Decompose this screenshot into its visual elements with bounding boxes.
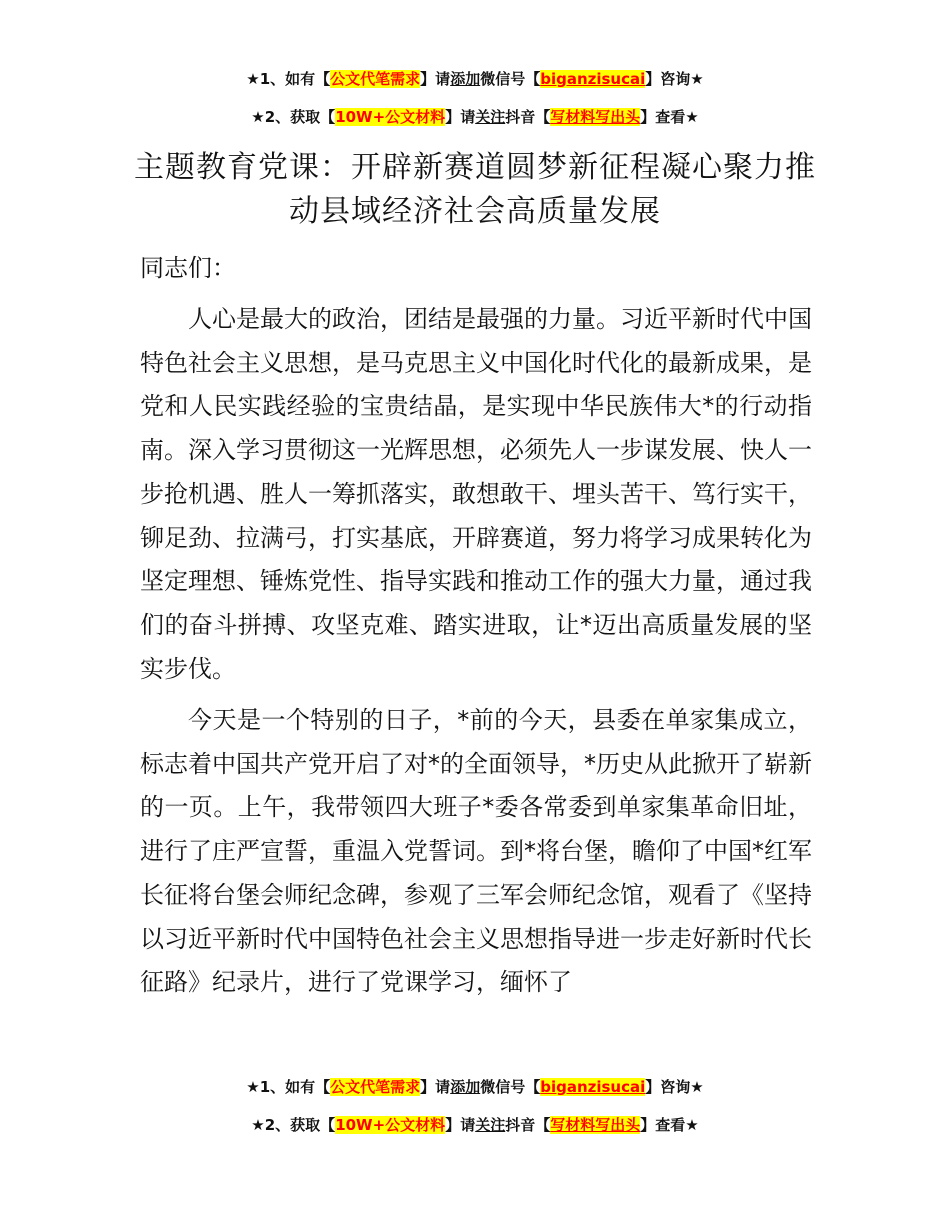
- promo-underlined: 关注: [475, 108, 506, 126]
- promo-text: 微信号【: [480, 1078, 541, 1096]
- promo-text: 】请: [420, 1078, 451, 1096]
- document-title: 主题教育党课：开辟新赛道圆梦新征程凝心聚力推动县域经济社会高质量发展: [134, 150, 816, 229]
- promo-prefix: ★2、获取【: [251, 108, 336, 126]
- promo-prefix: ★2、获取【: [251, 1116, 336, 1134]
- salutation: 同志们：: [140, 254, 236, 282]
- promo-suffix: 】咨询★: [645, 70, 704, 88]
- promo-suffix: 】咨询★: [645, 1078, 704, 1096]
- promo-text: 抖音【: [505, 108, 551, 126]
- promo-highlight: 公文代笔需求: [330, 1078, 421, 1096]
- promo-text: 抖音【: [505, 1116, 551, 1134]
- footer-promo-line-2: [0, 1114, 950, 1136]
- header-promo-line-1: [0, 68, 950, 90]
- promo-underlined: 添加: [450, 1078, 481, 1096]
- promo-text: 微信号【: [480, 70, 541, 88]
- footer-promo-line-1: [0, 1076, 950, 1098]
- promo-wechat-id: biganzisucai: [540, 1078, 646, 1096]
- promo-text: 】请: [445, 1116, 476, 1134]
- promo-douyin-id: 写材料写出头: [550, 108, 641, 126]
- promo-highlight: 公文代笔需求: [330, 70, 421, 88]
- promo-underlined: 关注: [475, 1116, 506, 1134]
- promo-wechat-id: biganzisucai: [540, 70, 646, 88]
- promo-underlined: 添加: [450, 70, 481, 88]
- body-paragraph: 人心是最大的政治，团结是最强的力量。习近平新时代中国特色社会主义思想，是马克思主义中国化时代化的最新成果，是党和人民实践经验的宝贵结晶，是实现中华民族伟大*的行动指南。深入学习贯彻这一光辉思想，必须先人一步谋发展、快人一步抢机遇、胜人一筹抓落实，敢想敢干、埋头苦干、笃行实干，铆足劲、拉满弓，打实基底，开辟赛道，努力将学习成果转化为坚定理想、锤炼党性、指导实践和推动工作的强大力量，通过我们的奋斗拼搏、攻坚克难、踏实进取，让*迈出高质量发展的坚实步伐。: [140, 305, 812, 683]
- promo-highlight: 10W+公文材料: [335, 1116, 446, 1134]
- header-promo-line-2: [0, 106, 950, 128]
- promo-text: 】请: [420, 70, 451, 88]
- promo-prefix: ★1、如有【: [246, 1078, 331, 1096]
- promo-text: 】请: [445, 108, 476, 126]
- body-paragraph: 今天是一个特别的日子，*前的今天，县委在单家集成立，标志着中国共产党开启了对*的全面领导，*历史从此掀开了崭新的一页。上午，我带领四大班子*委各常委到单家集革命旧址，进行了庄严宣誓，重温入党誓词。到*将台堡，瞻仰了中国*红军长征将台堡会师纪念碑，参观了三军会师纪念馆，观看了《坚持以习近平新时代中国特色社会主义思想指导进一步走好新时代长征路》纪录片，进行了党课学习，缅怀了: [140, 706, 812, 997]
- promo-suffix: 】查看★: [640, 1116, 699, 1134]
- promo-douyin-id: 写材料写出头: [550, 1116, 641, 1134]
- promo-highlight: 10W+公文材料: [335, 108, 446, 126]
- promo-prefix: ★1、如有【: [246, 70, 331, 88]
- promo-suffix: 】查看★: [640, 108, 699, 126]
